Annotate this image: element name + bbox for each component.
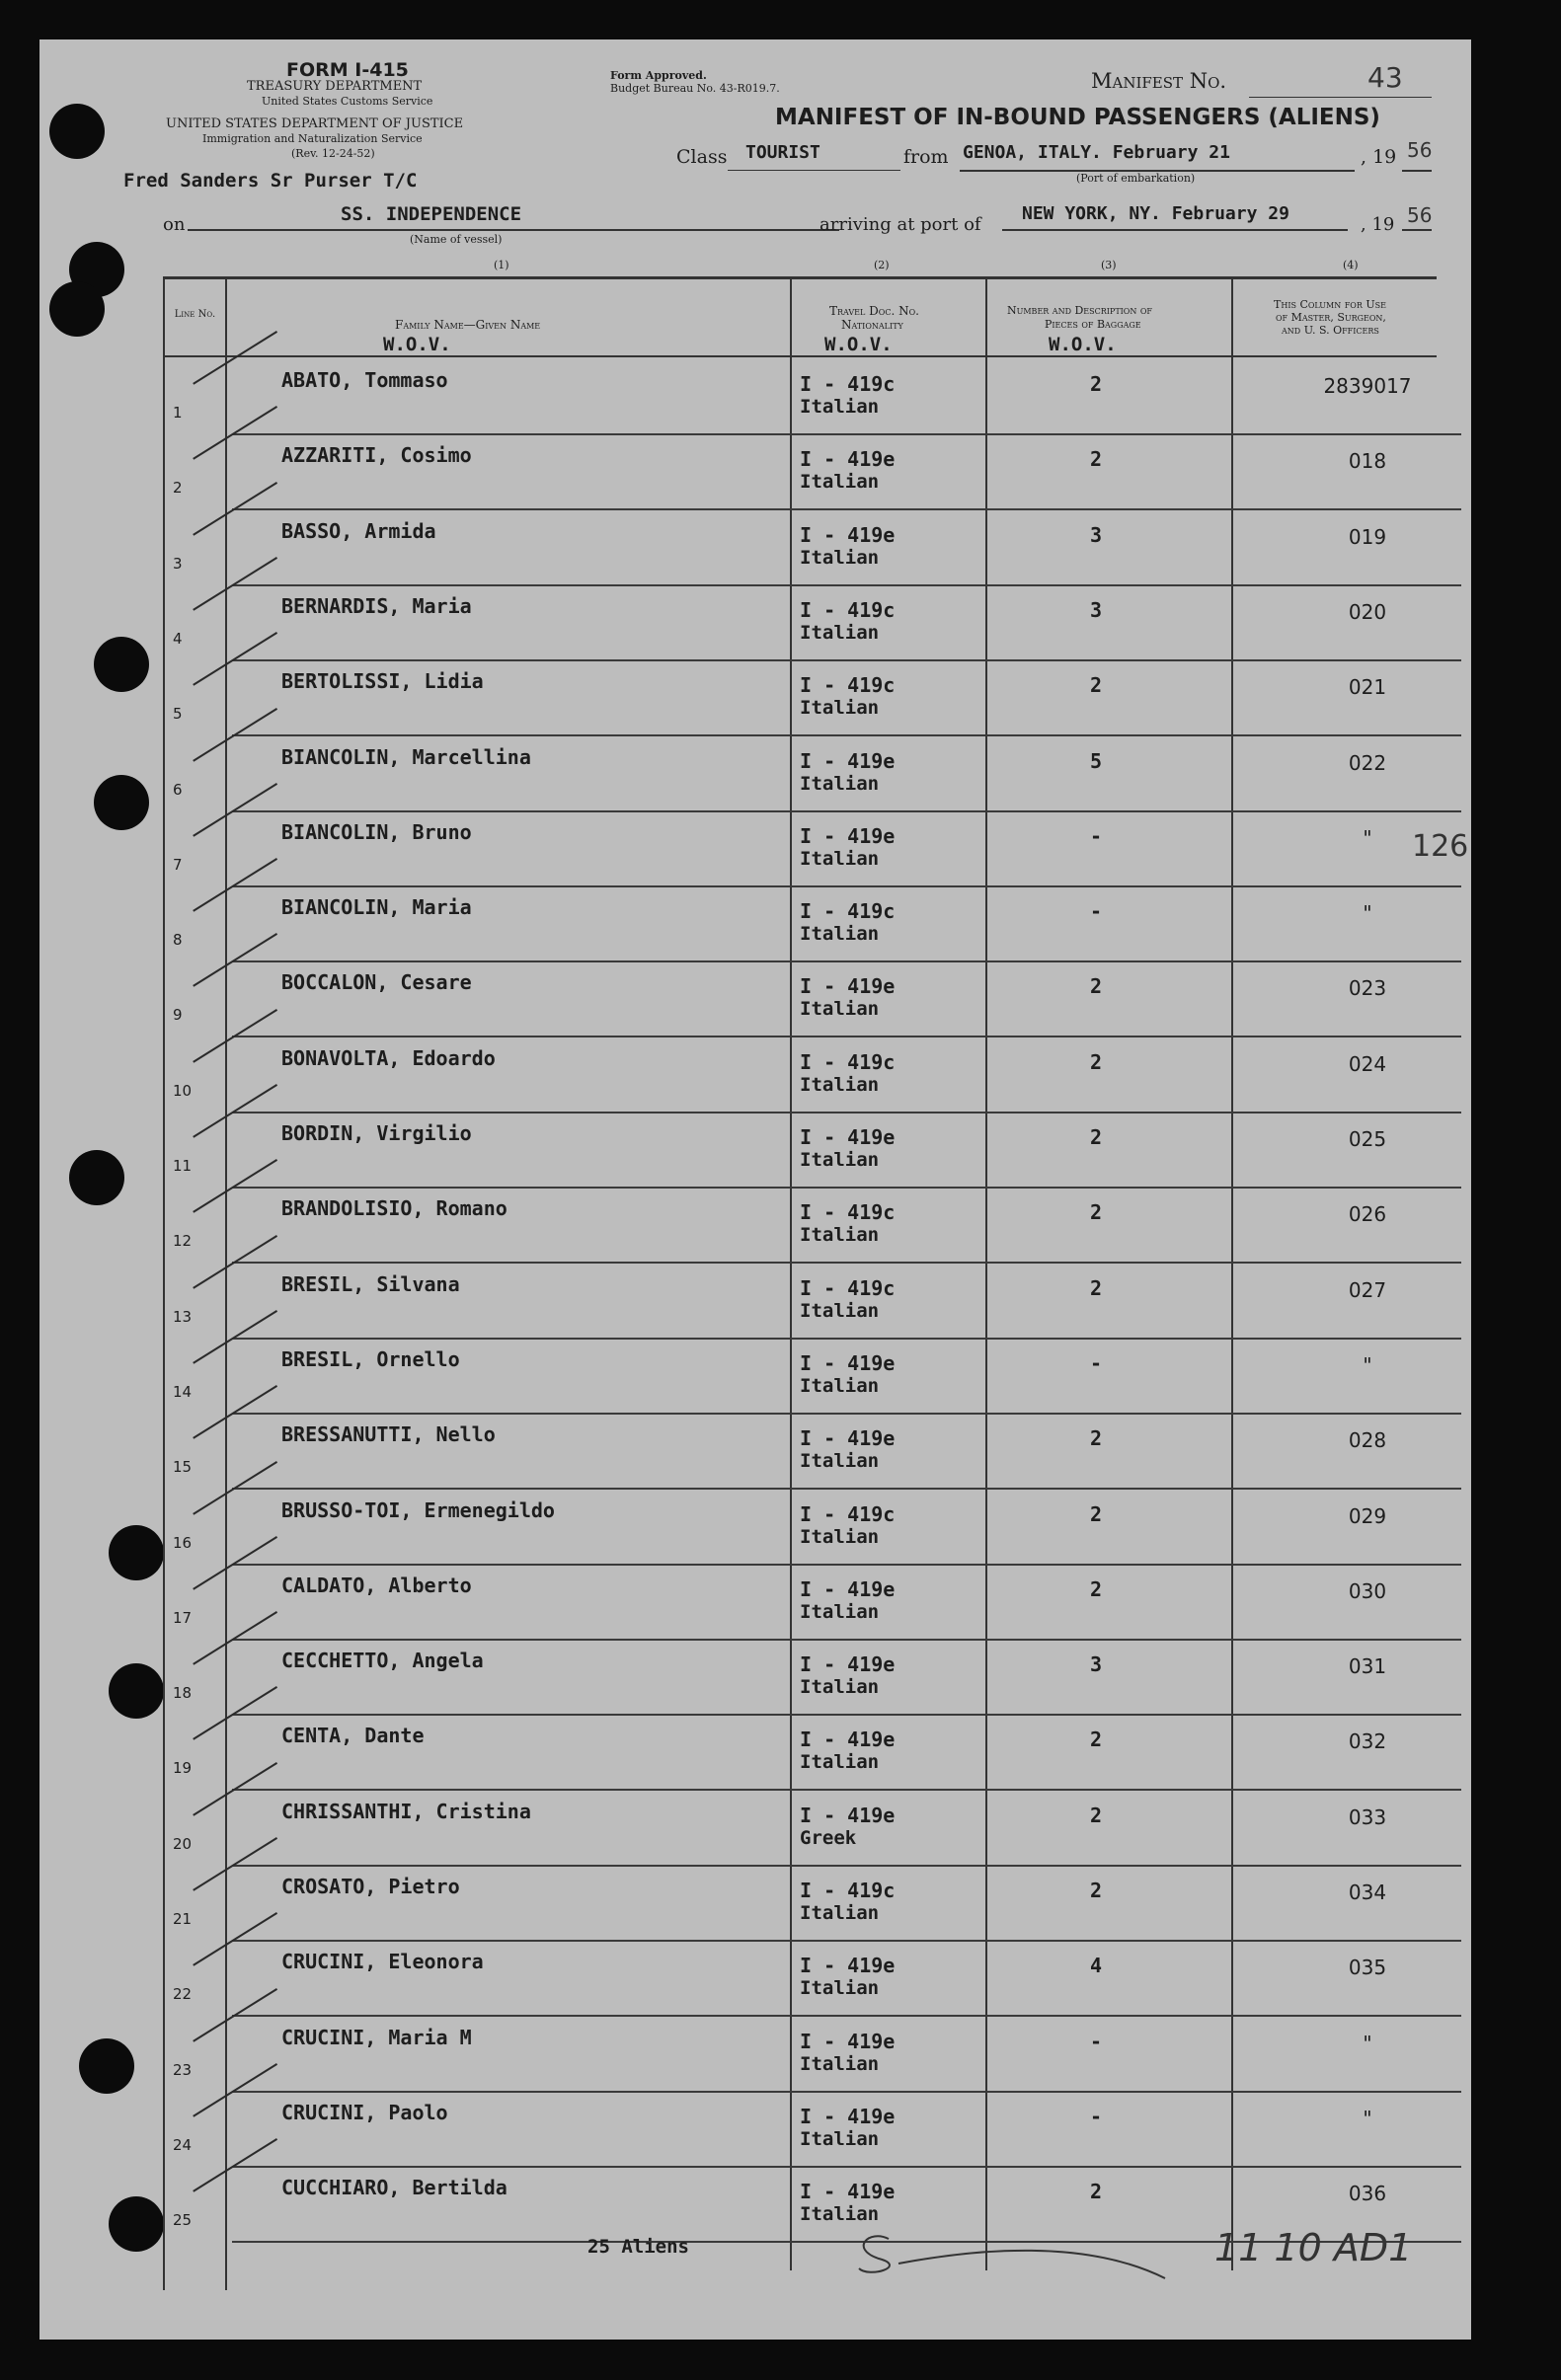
header-line-no: Line No. — [174, 309, 216, 320]
passenger-name: BIANCOLIN, Maria — [281, 895, 472, 920]
header-doc: Travel Doc. No. — [829, 304, 919, 318]
baggage-count: 2 — [1089, 673, 1103, 698]
vessel-name: SS. INDEPENDENCE — [341, 203, 522, 225]
year-arrival: 56 — [1407, 203, 1433, 227]
nationality: Italian — [800, 546, 880, 569]
officer-number: " — [1363, 2031, 1372, 2055]
line-number: 5 — [173, 705, 183, 724]
table-row — [39, 1792, 1471, 1867]
passenger-name: CHRISSANTHI, Cristina — [281, 1799, 531, 1823]
passenger-name: AZZARITI, Cosimo — [281, 443, 472, 468]
line-number: 11 — [173, 1157, 193, 1175]
on-label: on — [163, 214, 186, 235]
manifest-page — [39, 39, 1471, 2340]
line-number: 20 — [173, 1834, 193, 1853]
baggage-count: 3 — [1089, 522, 1103, 547]
officer-number: 025 — [1348, 1127, 1387, 1151]
header-officer-2: of Master, Surgeon, — [1276, 311, 1386, 324]
passenger-name: BOCCALON, Cesare — [281, 970, 472, 995]
line-number: 23 — [173, 2060, 193, 2079]
baggage-count: 2 — [1089, 2180, 1103, 2204]
officer-number: 027 — [1348, 1277, 1387, 1302]
line-number: 16 — [173, 1533, 193, 1552]
travel-doc-no: I - 419c — [800, 597, 896, 622]
officer-number: " — [1363, 1352, 1372, 1377]
passenger-name: CRUCINI, Eleonora — [281, 1950, 484, 1974]
travel-doc-no: I - 419c — [800, 1200, 896, 1225]
passenger-name: CECCHETTO, Angela — [281, 1649, 484, 1673]
baggage-count: 2 — [1089, 1727, 1103, 1752]
baggage-count: - — [1089, 2104, 1103, 2128]
officer-number: 022 — [1348, 750, 1387, 775]
travel-doc-no: I - 419e — [800, 2029, 896, 2053]
manifest-no-value: 43 — [1367, 61, 1403, 94]
baggage-count: - — [1089, 1350, 1103, 1375]
class-label: Class — [676, 146, 728, 168]
line-number: 12 — [173, 1232, 193, 1251]
officer-number: 026 — [1348, 1202, 1387, 1227]
col-num-2: (2) — [874, 259, 890, 271]
arriving-line — [1002, 229, 1348, 231]
footer-total: 25 Aliens — [587, 2236, 689, 2258]
nationality: Italian — [800, 2052, 880, 2075]
nationality: Italian — [800, 1751, 880, 1774]
passenger-name: BRESIL, Silvana — [281, 1271, 460, 1296]
year-prefix-2: , 19 — [1361, 214, 1395, 235]
officer-number: " — [1363, 901, 1372, 926]
passenger-name: BRESIL, Ornello — [281, 1346, 460, 1371]
port-embark-caption: (Port of embarkation) — [1076, 172, 1196, 185]
line-number: 18 — [173, 1684, 193, 1703]
header-nationality: Nationality — [841, 318, 903, 332]
arriving-value: NEW YORK, NY. February 29 — [1022, 203, 1289, 224]
passenger-name: CENTA, Dante — [281, 1724, 425, 1748]
officer-number: 032 — [1348, 1729, 1387, 1754]
baggage-count: 2 — [1089, 1125, 1103, 1149]
passenger-name: CUCCHIARO, Bertilda — [281, 2176, 507, 2200]
baggage-count: - — [1089, 899, 1103, 924]
line-number: 4 — [173, 629, 183, 648]
table-row — [39, 1566, 1471, 1641]
line-number: 3 — [173, 554, 183, 573]
form-number: FORM I-415 — [286, 59, 409, 81]
line-number: 17 — [173, 1608, 193, 1627]
baggage-count: 2 — [1089, 974, 1103, 999]
punch-hole — [49, 281, 105, 337]
baggage-count: 3 — [1089, 597, 1103, 622]
baggage-count: 5 — [1089, 748, 1103, 773]
baggage-count: 2 — [1089, 1803, 1103, 1827]
table-row — [39, 1340, 1471, 1415]
table-top-rule — [163, 276, 1437, 279]
line-number: 13 — [173, 1307, 193, 1326]
passenger-name: BONAVOLTA, Edoardo — [281, 1045, 496, 1070]
passenger-name: CROSATO, Pietro — [281, 1875, 460, 1898]
line-number: 25 — [173, 2211, 193, 2230]
line-number: 8 — [173, 931, 183, 950]
footer-handwriting: 11 10 AD1 — [1214, 2226, 1413, 2269]
table-row — [39, 1641, 1471, 1716]
passenger-name: BIANCOLIN, Bruno — [281, 819, 472, 844]
wov-doc: W.O.V. — [824, 334, 893, 355]
officer-number: 019 — [1348, 524, 1387, 549]
check-mark — [193, 331, 277, 385]
header-officer-3: and U. S. Officers — [1282, 324, 1379, 337]
baggage-count: 2 — [1089, 1501, 1103, 1526]
nationality: Italian — [800, 1977, 880, 2000]
nationality: Italian — [800, 1450, 880, 1473]
travel-doc-no: I - 419e — [800, 1125, 896, 1149]
nationality: Italian — [800, 1374, 880, 1397]
table-row — [39, 812, 1471, 887]
travel-doc-no: I - 419c — [800, 899, 896, 924]
page-title: MANIFEST OF IN-BOUND PASSENGERS (ALIENS) — [775, 105, 1380, 130]
line-number: 15 — [173, 1458, 193, 1477]
table-row — [39, 1942, 1471, 2017]
dept-justice-sub: Immigration and Naturalization Service — [202, 132, 423, 145]
officer-number: 021 — [1348, 675, 1387, 700]
nationality: Italian — [800, 2127, 880, 2150]
baggage-count: - — [1089, 2029, 1103, 2053]
punch-hole — [49, 104, 105, 159]
header-bottom-rule — [163, 355, 1437, 357]
table-row — [39, 1716, 1471, 1791]
travel-doc-no: I - 419e — [800, 1954, 896, 1978]
nationality: Italian — [800, 2203, 880, 2226]
travel-doc-no: I - 419c — [800, 1049, 896, 1074]
class-line — [728, 170, 900, 171]
header-bag-1: Number and Description of — [1007, 304, 1152, 317]
officer-number: 029 — [1348, 1503, 1387, 1528]
officer-number: " — [1363, 825, 1372, 850]
officer-number: 033 — [1348, 1804, 1387, 1829]
header-name: Family Name—Given Name — [395, 318, 541, 332]
header-bag-2: Pieces of Baggage — [1045, 318, 1141, 331]
travel-doc-no: I - 419c — [800, 1879, 896, 1902]
dept-justice: UNITED STATES DEPARTMENT OF JUSTICE — [166, 116, 464, 131]
nationality: Italian — [800, 1224, 880, 1247]
officer-number: 020 — [1348, 599, 1387, 624]
table-row — [39, 1867, 1471, 1942]
nationality: Italian — [800, 923, 880, 946]
line-number: 7 — [173, 855, 183, 874]
travel-doc-no: I - 419e — [800, 2104, 896, 2128]
officer-number: 023 — [1348, 976, 1387, 1001]
year-prefix: , 19 — [1361, 146, 1397, 168]
header-officer-1: This Column for Use — [1274, 298, 1386, 311]
travel-doc-no: I - 419e — [800, 1350, 896, 1375]
nationality: Italian — [800, 772, 880, 795]
table-row — [39, 2018, 1471, 2093]
line-number: 9 — [173, 1006, 183, 1025]
wov-bag: W.O.V. — [1049, 334, 1117, 355]
line-number: 24 — [173, 2135, 193, 2154]
line-number: 21 — [173, 1910, 193, 1928]
officer-number: 036 — [1348, 2182, 1387, 2206]
wov-name: W.O.V. — [383, 334, 451, 355]
passenger-name: CALDATO, Alberto — [281, 1573, 472, 1597]
baggage-count: - — [1089, 823, 1103, 848]
signature-scribble — [829, 2219, 1205, 2288]
line-number: 19 — [173, 1759, 193, 1778]
officer-number: 024 — [1348, 1051, 1387, 1076]
year2-line — [1402, 229, 1432, 231]
table-row — [39, 435, 1471, 510]
travel-doc-no: I - 419c — [800, 372, 896, 396]
from-value: GENOA, ITALY. February 21 — [963, 142, 1230, 163]
nationality: Italian — [800, 621, 880, 644]
nationality: Italian — [800, 1902, 880, 1924]
travel-doc-no: I - 419e — [800, 823, 896, 848]
dept-treasury: TREASURY DEPARTMENT — [247, 79, 423, 94]
travel-doc-no: I - 419c — [800, 1275, 896, 1300]
baggage-count: 2 — [1089, 1426, 1103, 1451]
class-value: TOURIST — [745, 142, 820, 163]
line-number: 10 — [173, 1081, 193, 1100]
line-number: 6 — [173, 780, 183, 799]
officer-number: 034 — [1348, 1881, 1387, 1904]
baggage-count: 2 — [1089, 447, 1103, 472]
table-row — [39, 1491, 1471, 1566]
officer-number: 035 — [1348, 1956, 1387, 1980]
travel-doc-no: I - 419c — [800, 673, 896, 698]
table-row — [39, 1113, 1471, 1189]
travel-doc-no: I - 419e — [800, 1727, 896, 1752]
baggage-count: 2 — [1089, 372, 1103, 396]
dept-treasury-sub: United States Customs Service — [262, 95, 433, 108]
officer-number: 2839017 — [1323, 374, 1412, 398]
nationality: Italian — [800, 471, 880, 494]
nationality: Italian — [800, 998, 880, 1021]
nationality: Italian — [800, 1299, 880, 1322]
nationality: Italian — [800, 847, 880, 870]
passenger-name: CRUCINI, Paolo — [281, 2100, 448, 2124]
table-row — [39, 2093, 1471, 2168]
travel-doc-no: I - 419e — [800, 1803, 896, 1827]
passenger-name: BRANDOLISIO, Romano — [281, 1196, 507, 1221]
table-row — [39, 360, 1471, 435]
table-row — [39, 1038, 1471, 1113]
table-row — [39, 1265, 1471, 1340]
travel-doc-no: I - 419e — [800, 748, 896, 773]
travel-doc-no: I - 419e — [800, 974, 896, 999]
baggage-count: 2 — [1089, 1576, 1103, 1601]
travel-doc-no: I - 419c — [800, 1501, 896, 1526]
vessel-caption: (Name of vessel) — [410, 233, 503, 246]
passenger-table — [39, 360, 1471, 2246]
table-row — [39, 661, 1471, 736]
travel-doc-no: I - 419e — [800, 522, 896, 547]
passenger-name: BASSO, Armida — [281, 518, 436, 543]
table-row — [39, 962, 1471, 1037]
table-row — [39, 1415, 1471, 1490]
passenger-name: BRESSANUTTI, Nello — [281, 1422, 496, 1447]
passenger-name: BRUSSO-TOI, Ermenegildo — [281, 1497, 555, 1522]
line-number: 1 — [173, 404, 183, 422]
from-label: from — [903, 146, 949, 168]
officer-number: 028 — [1348, 1428, 1387, 1453]
nationality: Italian — [800, 1073, 880, 1096]
line-number: 2 — [173, 479, 183, 498]
officer-number: 031 — [1348, 1654, 1387, 1679]
baggage-count: 2 — [1089, 1200, 1103, 1225]
arriving-label: arriving at port of — [820, 214, 981, 235]
passenger-name: BERTOLISSI, Lidia — [281, 669, 484, 694]
table-row — [39, 586, 1471, 661]
table-row — [39, 737, 1471, 812]
table-row — [39, 511, 1471, 586]
table-row — [39, 1189, 1471, 1264]
year1-line — [1402, 170, 1432, 172]
nationality: Italian — [800, 697, 880, 720]
travel-doc-no: I - 419e — [800, 1576, 896, 1601]
table-row — [39, 887, 1471, 962]
nationality: Italian — [800, 1676, 880, 1699]
travel-doc-no: I - 419e — [800, 447, 896, 472]
col-num-1: (1) — [494, 259, 509, 271]
line-number: 22 — [173, 1985, 193, 2004]
year-embark: 56 — [1407, 138, 1433, 162]
nationality: Italian — [800, 1525, 880, 1548]
passenger-name: BIANCOLIN, Marcellina — [281, 744, 531, 769]
nationality: Italian — [800, 1600, 880, 1623]
passenger-name: CRUCINI, Maria M — [281, 2025, 472, 2049]
manifest-no-label: Manifest No. — [1091, 69, 1227, 93]
line-number: 14 — [173, 1382, 193, 1401]
travel-doc-no: I - 419e — [800, 1426, 896, 1451]
passenger-name: BORDIN, Virgilio — [281, 1121, 472, 1145]
nationality: Greek — [800, 1826, 857, 1849]
side-note: 126 — [1412, 829, 1469, 864]
travel-doc-no: I - 419e — [800, 2180, 896, 2204]
travel-doc-no: I - 419e — [800, 1652, 896, 1677]
baggage-count: 4 — [1089, 1954, 1103, 1978]
officer-number: 018 — [1348, 449, 1387, 474]
baggage-count: 2 — [1089, 1049, 1103, 1074]
passenger-name: ABATO, Tommaso — [281, 368, 448, 392]
baggage-count: 2 — [1089, 1275, 1103, 1300]
purser: Fred Sanders Sr Purser T/C — [123, 170, 418, 192]
passenger-name: BERNARDIS, Maria — [281, 593, 472, 618]
vessel-line — [188, 229, 839, 231]
nationality: Italian — [800, 396, 880, 418]
manifest-no-line — [1249, 97, 1432, 98]
form-approved: Form Approved. — [610, 69, 707, 82]
revision: (Rev. 12-24-52) — [291, 147, 375, 160]
budget-bureau: Budget Bureau No. 43-R019.7. — [610, 82, 780, 95]
nationality: Italian — [800, 1149, 880, 1171]
col-num-4: (4) — [1343, 259, 1359, 271]
col-num-3: (3) — [1101, 259, 1117, 271]
baggage-count: 2 — [1089, 1879, 1103, 1902]
officer-number: 030 — [1348, 1578, 1387, 1603]
officer-number: " — [1363, 2106, 1372, 2130]
baggage-count: 3 — [1089, 1652, 1103, 1677]
